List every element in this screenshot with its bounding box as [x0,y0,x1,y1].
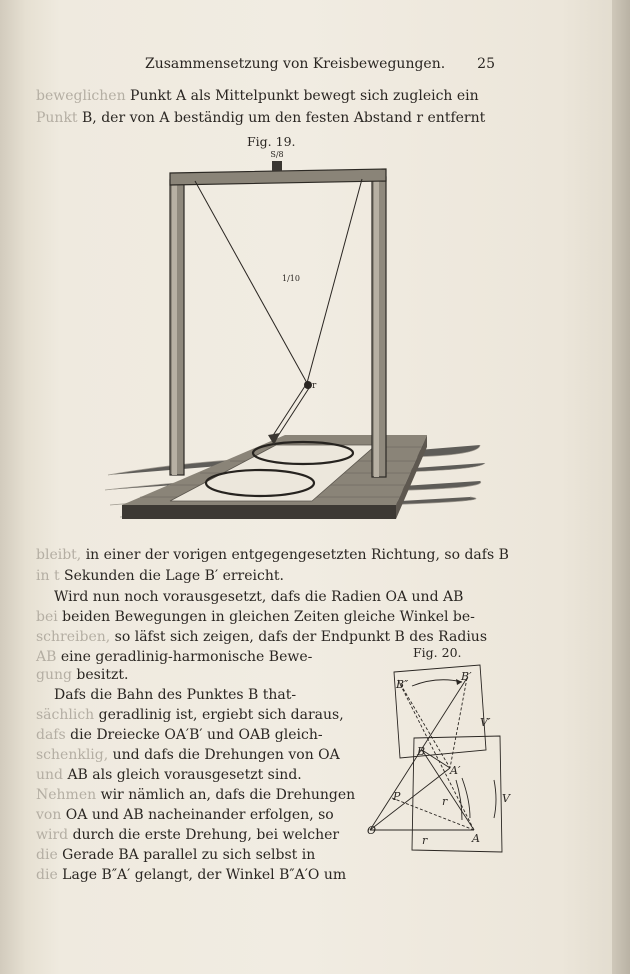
fig20-diagram [362,660,522,860]
fig20-label-O: O [367,824,377,837]
fig20-label-A: A [472,832,480,845]
text-line: bleibt, in einer der vorigen entgegengesetzten Richtung, so dafs B [36,547,509,563]
text-line: gung besitzt. [36,667,129,683]
fig19-caption: Fig. 19. [247,134,296,149]
fig20-label-B2: B″ [396,678,409,691]
header-title: Zusammensetzung von Kreisbewegungen. [145,56,446,72]
text-line: von OA und AB nacheinander erfolgen, so [36,807,334,823]
fig19-label-r: r [312,381,317,391]
text-line: schreiben, so läfst sich zeigen, dafs der Endpunkt B des Radius [36,629,488,645]
text-line: die Lage B″A′ gelangt, der Winkel B″A′O um [36,867,347,883]
text-line: Punkt B, der von A beständig um den festen Abstand r entfernt [36,110,486,126]
fig20-caption: Fig. 20. [413,645,462,660]
fig20-label-r-lower: r [422,834,428,847]
fig20-label-V: V [502,792,510,805]
text-line: schenklig, und dafs die Drehungen von OA [36,747,340,763]
text-line: wird durch die erste Drehung, bei welcher [36,827,340,843]
text-line: Nehmen wir nämlich an, dafs die Drehungen [36,787,356,803]
text-line: und AB als gleich vorausgesetzt sind. [36,767,302,783]
text-line: sächlich geradlinig ist, ergiebt sich daraus, [36,707,344,723]
fig20-label-r-upper: r [442,795,448,808]
fig19-illustration [100,145,490,525]
text-line: in t Sekunden die Lage B′ erreicht. [36,568,284,584]
page-number: 25 [477,56,495,72]
text-line: AB eine geradlinig-harmonische Bewe- [36,649,313,665]
text-line: beweglichen Punkt A als Mittelpunkt bewegt sich zugleich ein [36,88,479,104]
fig19-top-fraction: S/8 [270,150,284,159]
text-line: dafs die Dreiecke OA′B′ und OAB gleich- [36,727,323,743]
text-line: bei beiden Bewegungen in gleichen Zeiten gleiche Winkel be- [36,609,475,625]
text-line: die Gerade BA parallel zu sich selbst in [36,847,316,863]
fig20-label-B1: B′ [461,670,472,683]
page-edge [612,0,630,974]
fig20-label-A1: A′ [450,764,461,777]
text-line: Dafs die Bahn des Punktes B that- [54,687,297,703]
fig20-label-V1: V′ [480,716,491,729]
fig20-label-P: P [393,790,401,803]
fig20-label-B: B [417,745,426,758]
text-line: Wird nun noch vorausgesetzt, dafs die Radien OA und AB [54,589,464,605]
fig19-mid-fraction: 1/10 [282,274,300,283]
